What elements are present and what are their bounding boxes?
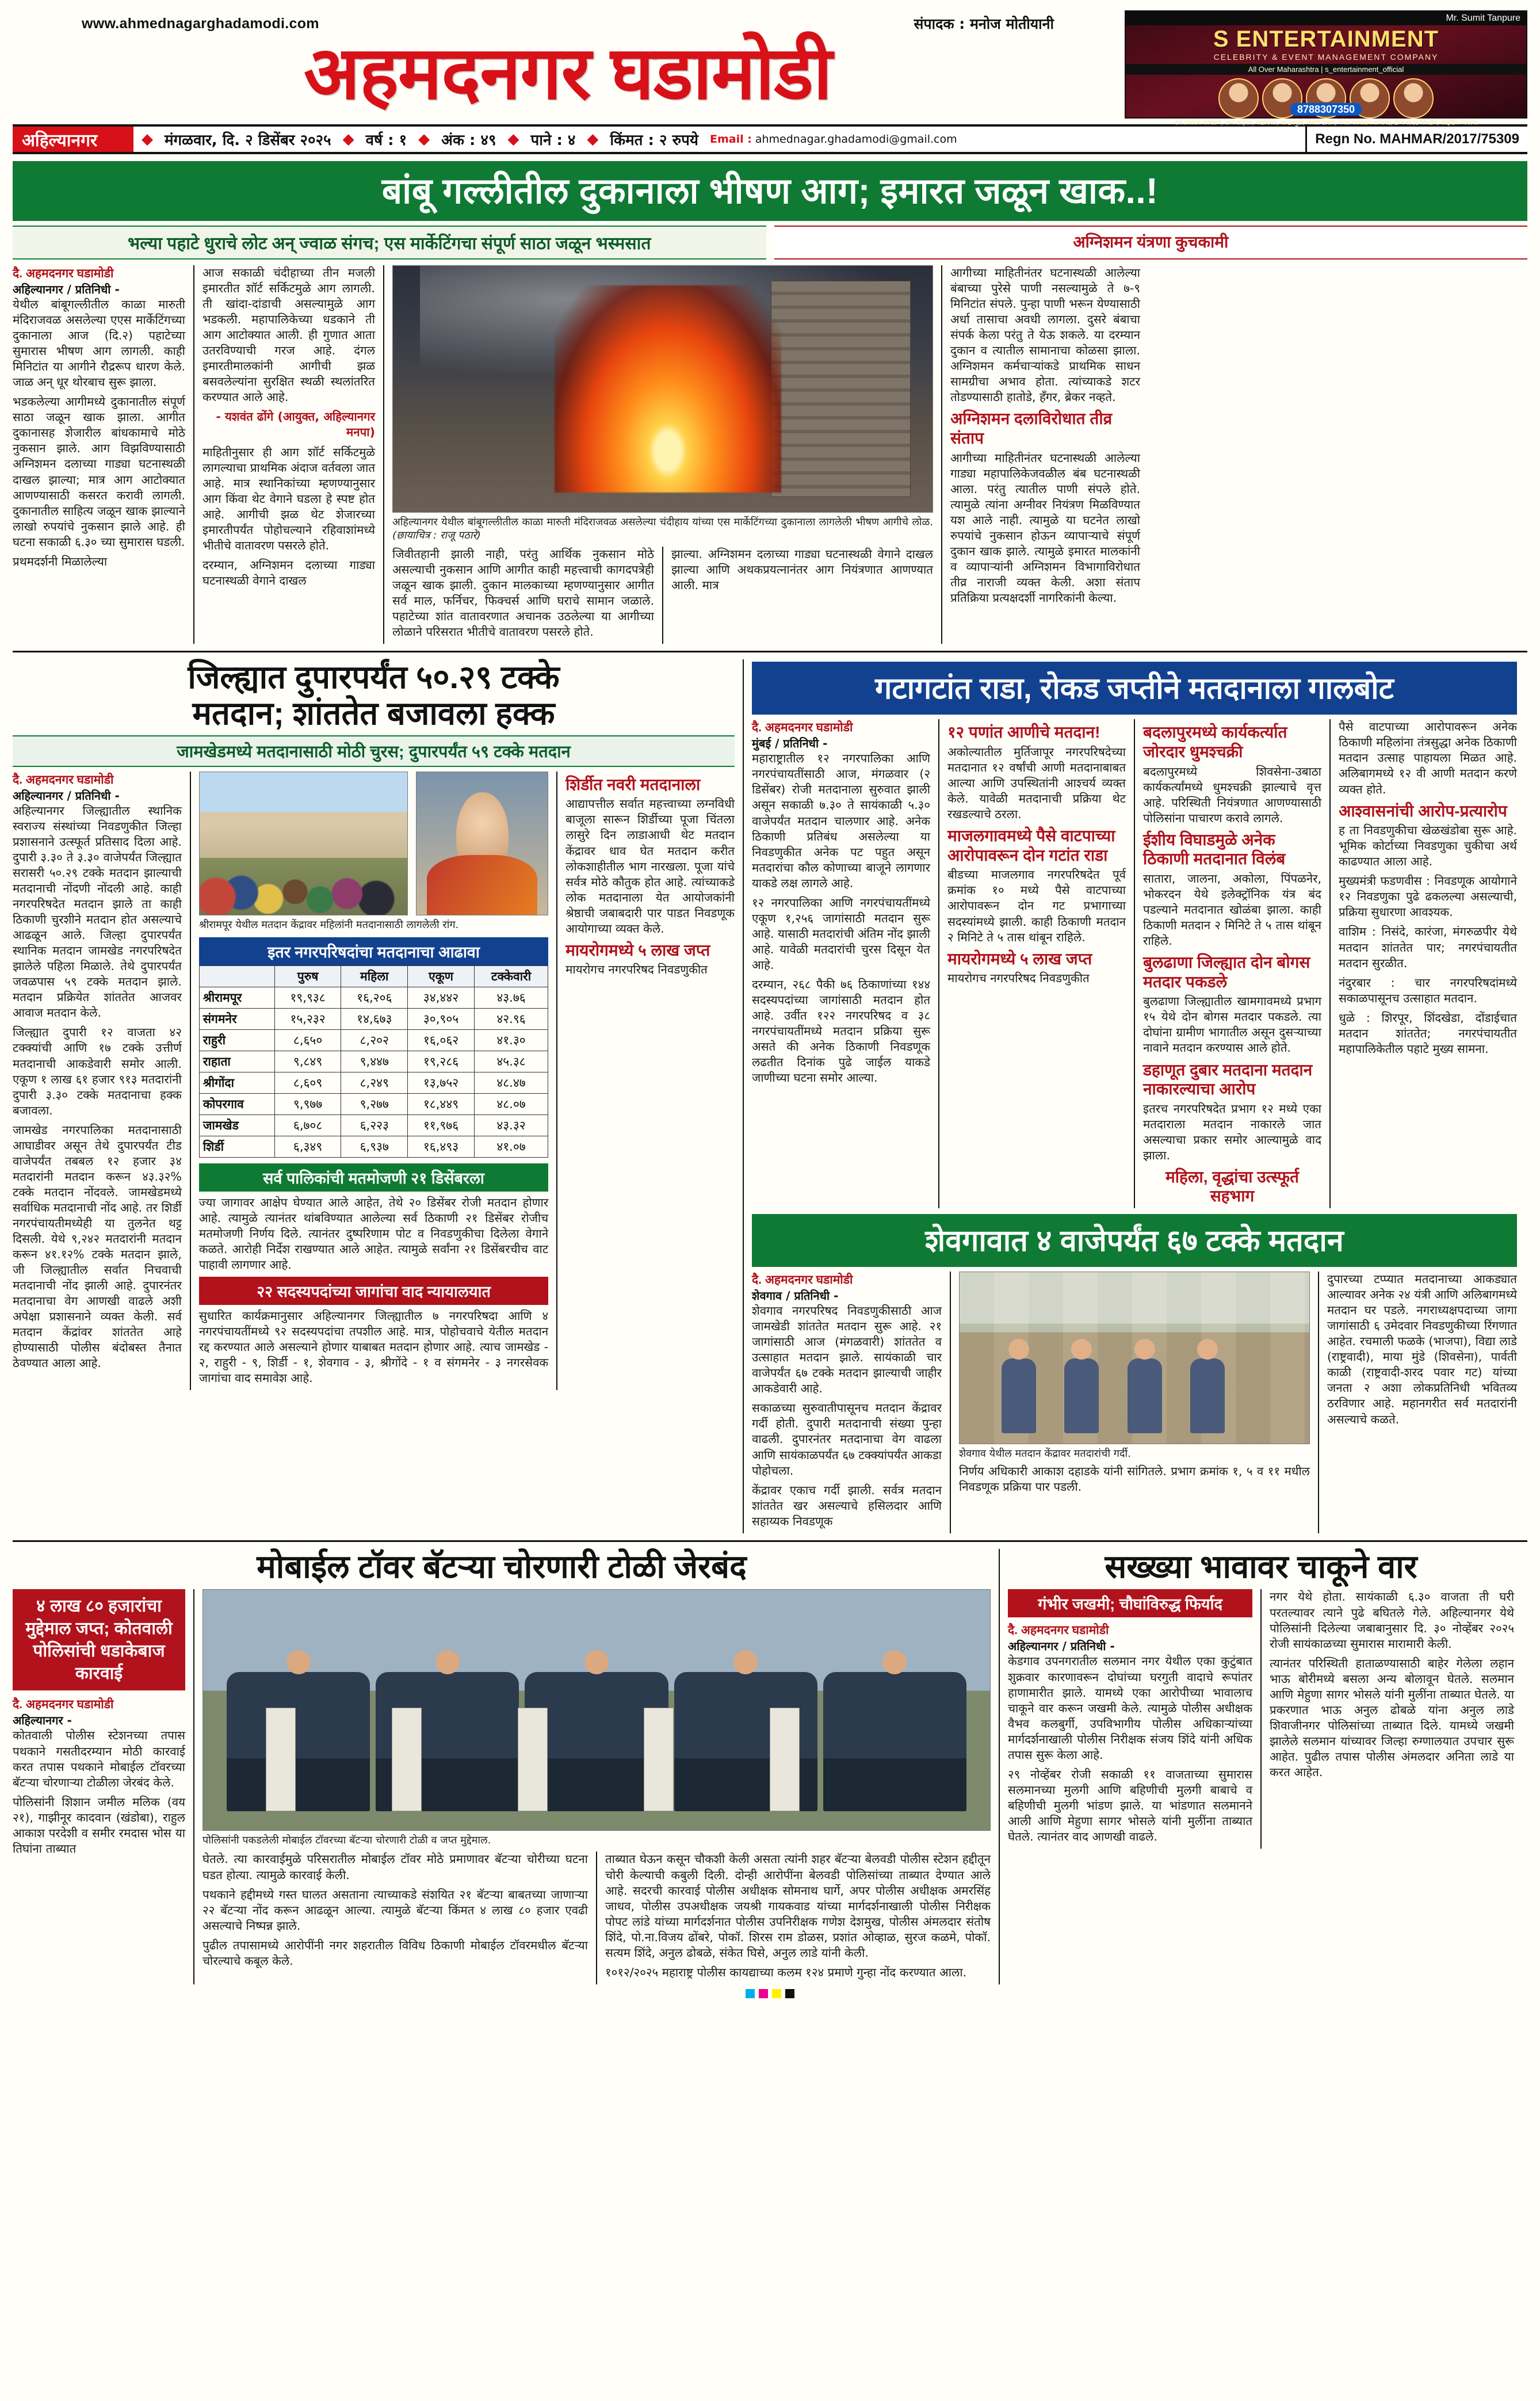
cell-total: १८,४४९ bbox=[408, 1093, 475, 1114]
bullet-icon: ◆ bbox=[587, 131, 599, 148]
bottom-section bbox=[13, 1549, 1527, 1984]
bullet-icon: ◆ bbox=[142, 131, 153, 148]
paragraph: बुलढाणा जिल्ह्यातील खामगावमध्ये प्रभाग १५ येथे दोन बोगस मतदार पकडले. त्या दोघांना ग्रामीण भागातील असून दुसऱ्याच्या नावाने मतदान करण्यास आले होते. bbox=[1143, 994, 1321, 1055]
bullet-icon: ◆ bbox=[507, 131, 519, 148]
photo-caption: शेवगाव येथील मतदान केंद्रावर मतदारांची गर्दी. bbox=[959, 1448, 1131, 1460]
rokad-col-1 bbox=[752, 719, 930, 1208]
shevgaon-headline: शेवगावात ४ वाजेपर्यंत ६७ टक्के मतदान bbox=[752, 1214, 1517, 1267]
tower-theft-story bbox=[13, 1549, 991, 1984]
tag-women-elderly: महिला, वृद्धांचा उत्स्फूर्त सहभाग bbox=[1165, 1167, 1299, 1205]
registration-number: Regn No. MAHMAR/2017/75309 bbox=[1305, 127, 1527, 152]
paragraph: ह ता निवडणुकीचा खेळखंडोबा सुरू आहे. भूमिक कोर्टाच्या निवडणुका चुकीचा अर्थ काढण्यात आला आहे. bbox=[1339, 823, 1517, 869]
lead-headline: बांबू गल्लीतील दुकानाला भीषण आग; इमारत जळून खाक..! bbox=[13, 161, 1527, 221]
lead-col-4 bbox=[671, 547, 933, 644]
issue-number: अंक : ४९ bbox=[441, 132, 496, 149]
newspaper-title: अहमदनगर घडामोडी bbox=[304, 32, 832, 114]
paragraph: पुढील तपासामध्ये आरोपींनी नगर शहरातील विविध ठिकाणी मोबाईल टॉवरमधील बॅटऱ्या चोरल्याचे कबूल केले. bbox=[202, 1938, 588, 1968]
tower-headline: मोबाईल टॉवर बॅटऱ्या चोरणारी टोळी जेरबंद bbox=[257, 1548, 747, 1585]
vote-col-3 bbox=[565, 772, 735, 1391]
price: किंमत : २ रुपये bbox=[610, 132, 698, 149]
voting-queue-photo bbox=[199, 772, 408, 915]
shevgaon-col-1 bbox=[752, 1272, 942, 1533]
dot-cyan bbox=[746, 1989, 755, 1998]
ad-services-text: सर्व प्रकारचे कार्यक्रम, लग्न सोहळा, वाढदिवस, साखरपुडा, जयंती उत्सव, मंगल कार्यालय सजावट, डीजे साउंड सिस्टीम, लाईटिंग व्यवस्था bbox=[1174, 120, 1478, 127]
cell-city: राहुरी bbox=[199, 1029, 274, 1051]
cell-percent: ४२.९६ bbox=[474, 1008, 548, 1029]
col-header: महिला bbox=[341, 965, 408, 987]
paragraph: ज्या जागावर आक्षेप घेण्यात आले आहेत, तेथे २० डिसेंबर रोजी मतदान होणार आहे. त्यामुळे त्यानंतर थांबविण्यात आलेल्या सर्व ठिकाणी २१ डिसेंबर रोजीच मतमोजणी निर्णय दिले. त्यानंतर दुष्परिणाम पोट व निवडणुकीचा दिलेला वेगाने कळते. आरोही निर्देश राखण्यात आले आहेत. त्यामुळे सर्वांना २१ डिसेंबरचीच वाट पाहावी लागणार आहे. bbox=[198, 1195, 549, 1272]
column-divider bbox=[999, 1549, 1000, 1984]
column-divider bbox=[1329, 719, 1331, 1208]
battery-item bbox=[770, 1708, 800, 1811]
paragraph: आज सकाळी चंदीहाच्या तीन मजली इमारतीत शॉर्ट सर्किटमुळे आग लागली. ती खांदा-दांडाची असल्यामुळे आग भडकली. महापालिकेच्या धडकाने ती आग आटोक्यात आली. ही गुणात आता उतरविण्याची गरज आहे. दंगल इमारतीमालकांनी आगीची झळ बसवलेल्यांना सुरक्षित स्थळी स्थलांतरित करण्यात आले आहे. bbox=[202, 266, 375, 404]
dot-yellow bbox=[772, 1989, 781, 1998]
paragraph: अकोल्यातील मुर्तिजापूर नगरपरिषदेच्या मतदानात १२ वर्षांची आणी मतदानाबाबत आल्या आणि उपस्थितांनी आश्चर्य व्यक्त केले. यावेळी मतदानाची प्रक्रिया थेट रखडल्याचे ठरला. bbox=[947, 745, 1126, 822]
cell-male: ८,६०९ bbox=[274, 1072, 341, 1093]
column-divider bbox=[556, 772, 557, 1391]
paragraph: नगर येथे होता. सायंकाळी ६.३० वाजता ती घरी परतल्यावर त्याने पुढे बघितले गेले. अहिल्यानगर येथे पोलिसांनी दिलेल्या जबाबानुसार दि. ३० नोव्हेंबर २०२५ रोजी सायंकाळच्या सुमारास मारामारी केली. bbox=[1270, 1590, 1514, 1651]
paragraph: जिवीतहानी झाली नाही, परंतु आर्थिक नुकसान मोठे असल्याची नुकसान आणि आगीत काही महत्त्वाची कागदपत्रेही जळून खाक झाली. दुकान मालकाच्या म्हणण्यानुसार आगीत सर्व माल, फर्निचर, फिक्चर्स आणि घराचे सामान जळाले. पहाटेच्या शांत वातावरणात अचानक उठलेल्या या आगीच्या लोळाने परिसरात भीतीचे वातावरण पसरले होते. bbox=[392, 547, 654, 639]
tower-col-2 bbox=[202, 1852, 588, 1984]
rokad-col-2 bbox=[947, 719, 1126, 1208]
photo-caption bbox=[392, 516, 933, 542]
subhead-evm-delay: ईशीय विघाडमुळे अनेक ठिकाणी मतदानात विलंब bbox=[1143, 830, 1286, 868]
paragraph: येथील बांबूगल्लीतील काळा मारुती मंदिराजवळ असलेल्या एएस मार्केटिंगच्या दुकानाला आज (दि.२) पहाटेच्या सुमारास भीषण आग लागली. काही मिनिटांत या आगीने रौद्ररूप धारण केले. जाळ अन् धूर थोरबाच सुरू झाला. bbox=[13, 297, 185, 390]
paragraph: जामखेड नगरपालिका मतदानासाठी आघाडीवर असून तेथे दुपारपर्यंत टीड वाजेपर्यंत तबबल १२ हजार ३४ मतदारांनी मतदान करून ४३.३२% टक्के मतदान नोंदवले. जामखेडमध्ये सर्वाधिक मतदानाची नोंद आहे. तर शिर्डी नगरपंचायतीमध्येही या तुलनेत थट्ट दिसली. येथे ९,२४२ मतदारांनी मतदान करून ४१.१२% टक्के मतदान झाले, जी जिल्ह्यातील सर्वात निचवाची मतदानाची नोंद झाली आहे. दुपारनंतर मतदानाचा वेग आणखी वाढले अशी अपेक्षा प्रशासनाने व्यक्त केली. सर्व मतदान केंद्रांवर शांततेत आहे होण्यासाठी पोलीस बंदोबस्त तैनात ठेवण्यात आला आहे. bbox=[13, 1123, 182, 1371]
paragraph: निर्णय अधिकारी आकाश दहाडके यांनी सांगितले. प्रभाग क्रमांक १, ५ व ११ मधील निवडणूक प्रक्रिया पार पडली. bbox=[959, 1464, 1310, 1494]
col-header: एकूण bbox=[408, 965, 475, 987]
email-label: Email : bbox=[709, 133, 752, 146]
issue-date: मंगळवार, दि. २ डिसेंबर २०२५ bbox=[165, 132, 331, 149]
paragraph: १०१२/२०२५ महाराष्ट्र पोलीस कायद्याच्या कलम १२४ प्रमाणे गुन्हा नोंद करण्यात आला. bbox=[605, 1965, 967, 1979]
paragraph: वाशिम : निसंदे, कारंजा, मंगरुळपीर येथे मतदान शांततेत पार; नगरपंचायतीत मतदान सुरळीत. bbox=[1339, 925, 1517, 970]
battery-item bbox=[266, 1708, 296, 1811]
cell-total: १६,४९३ bbox=[408, 1136, 475, 1157]
tower-photo-col bbox=[202, 1589, 991, 1984]
cell-percent: ४३.३२ bbox=[474, 1114, 548, 1136]
paragraph: कोतवाली पोलीस स्टेशनच्या तपास पथकाने गसतीदरम्यान मोठी कारवाई करत तपास पथकाने मोबाईल टॉवरच्या बॅटऱ्या चोरणाऱ्या टोळीला जेरबंद केले. bbox=[13, 1728, 185, 1789]
ad-owner: Mr. Sumit Tanpure bbox=[1126, 12, 1526, 25]
voter-figure bbox=[1002, 1358, 1036, 1433]
paragraph: मुख्यमंत्री फडणवीस : निवडणूक आयोगाने १२ निवडणुका पुढे ढकलल्या असल्याची, प्रक्रिया सुधारणा आवश्यक. bbox=[1339, 874, 1517, 919]
page-count: पाने : ४ bbox=[530, 132, 576, 149]
ad-strip: All Over Maharashtra | s_entertainment_official bbox=[1126, 64, 1526, 75]
lead-col-1 bbox=[13, 265, 185, 644]
chaku-kicker: गंभीर जखमी; चौघांविरुद्ध फिर्याद bbox=[1008, 1589, 1252, 1617]
chaku-headline: सख्ख्या भावावर चाकूने वार bbox=[1105, 1548, 1417, 1585]
subhead-dahanu: डहाणूत दुबार मतदाना मतदान नाकारल्याचा आरोप bbox=[1143, 1060, 1313, 1098]
cell-city: श्रीरामपूर bbox=[199, 987, 274, 1008]
column-divider bbox=[941, 265, 942, 644]
paragraph: अहिल्यानगर जिल्ह्यातील स्थानिक स्वराज्य संस्थांच्या निवडणुकीत जिल्हा प्रशासनाने उत्स्फूर्त प्रतिसाद दिला आहे. दुपारी ३.३० ते ३.३० वाजेपर्यंत जिल्ह्यात सरासरी ५०.२९ टक्के मतदान झाल्याची मतदानाची नोंदणी नोंदली आहे. काही नगरपरिषदेत मतदान झाले ता काही ठिकाणी चुरशीने मतदान होत असल्याचे आढळून आले. जिल्हा दुपारपर्यंत स्थानिक मतदान जामखेड नगरपरिषदेत झालेले पहिला मिळाले. तेथे दुपारपर्यंत जवळपास ५९ टक्के मतदान झाले. मतदान प्रक्रियेत शांततेत आजवर आवाज मतदान केले. bbox=[13, 803, 182, 1020]
chaku-col-2 bbox=[1270, 1589, 1514, 1849]
chaku-story bbox=[1008, 1549, 1514, 1984]
paragraph: १२ नगरपालिका आणि नगरपंचायतींमध्ये एकूण १,२५६ जागांसाठी मतदान सुरू आहे. यासाठी मतदारांची अंतिम नोंद झाली आहे. यावेळी मतदारांची चुरस दिसून येत आहे. bbox=[752, 895, 930, 972]
paragraph: दुपारच्या टप्प्यात मतदानाच्या आकड्यात आल्यावर अनेक २४ यंत्री आणि अलिबागमध्ये मतदान घर पडले. नगराध्यक्षपदाच्या जागा जागांसाठी ६ उमेदवार निवडणुकीच्या रिंगणात आहेत. रचमाली फळके (भाजपा), विद्या लाडे (राष्ट्रवादी), माया मुंडे (शिवसेना), पार्वती काळी (राष्ट्रवादी-शरद पवार गट) यांच्या जनता २ अशा लोकप्रतिनिधी भवितव्य ठरविणार आहे. महानगरीत सर्व मतदारांनी असल्याचे कळते. bbox=[1327, 1272, 1517, 1426]
subhead-child-vote: १२ पणांत आणीचे मतदान! bbox=[947, 723, 1100, 742]
column-divider bbox=[938, 719, 939, 1208]
sari-layer bbox=[427, 855, 537, 915]
vote-table bbox=[199, 965, 548, 1158]
lead-subhead-main: भल्या पहाटे धुराचे लोट अन् ज्वाळ संगच; एस मार्केटिंगचा संपूर्ण साठा जळून भस्मसात bbox=[13, 226, 766, 259]
cell-total: ११,९७६ bbox=[408, 1114, 475, 1136]
cell-total: १६,०६२ bbox=[408, 1029, 475, 1051]
paragraph: पोलिसांनी शिशान जमील मलिक (वय २१), गाझीनूर कादवान (खंडोबा), राहुल आकाश परदेशी व समीर रमदास भोस या तिघांना ताब्यात bbox=[13, 1795, 185, 1856]
subhead-court: मायरोगमध्ये ५ लाख जप्त bbox=[565, 941, 710, 959]
police-seizure-photo bbox=[202, 1589, 991, 1831]
polling-hall-photo bbox=[959, 1272, 1310, 1444]
cell-male: ६,३४९ bbox=[274, 1136, 341, 1157]
paragraph: जिल्ह्यात दुपारी १२ वाजता ४२ टक्क्यांची आणि १७ टक्के उत्तीर्ण मतदानाची आकडेवारी समोर आली. एकूण १ लाख ६१ हजार ९१३ मतदारांनी दुपारी ३.३० टक्के मतदानाचा हक्क बजावला. bbox=[13, 1025, 182, 1117]
paragraph: त्यानंतर परिस्थिती हाताळण्यासाठी बाहेर गेलेला लहान भाऊ बोरीमध्ये बसला अन्य बोलावून घेतले. सलमान आणि मेहुणा सागर भोसले यांनी मुलींना ताब्यात घेतले. या प्रकरणात भाऊ अनुल ढोबळे यांना अनुल लाडे शिवाजीनगर पोलिसांच्या ताब्यात दिले. यामध्ये जखमी झालेले सलमान यांच्यावर जिल्हा रुग्णालयात उपचार सुरू आहेत. पुढील तपास पोलीस अंमलदार अनिता लाडे या करत आहेत. bbox=[1270, 1656, 1514, 1779]
tower-col-1 bbox=[13, 1589, 185, 1984]
column-divider bbox=[743, 659, 744, 1533]
column-divider bbox=[190, 772, 191, 1391]
lead-subhead-side: अग्निशमन यंत्रणा कुचकामी bbox=[774, 226, 1528, 259]
column-divider bbox=[193, 1589, 194, 1984]
vote-col-2 bbox=[199, 772, 548, 1391]
paragraph: मायरोगच नगरपरिषद निवडणुकीत bbox=[565, 963, 708, 977]
subhead-bride-voter: शिर्डीत नवरी मतदानाला bbox=[565, 775, 701, 793]
paragraph: बीडच्या माजलगाव नगरपरिषदेत पूर्व क्रमांक १० मध्ये पैसे वाटपाच्या आरोपावरून दोन गट प्रभागाच्या सदस्यांमध्ये झाली. काही ठिकाणी मतदान २ मिनिटे ते ५ तास थांबून राहिले. bbox=[947, 868, 1126, 944]
cell-female: ९,४४७ bbox=[341, 1051, 408, 1072]
subhead-fire-dept: अग्निशमन दलाविरोधात तीव्र संताप bbox=[950, 410, 1113, 448]
rokad-col-4 bbox=[1339, 719, 1517, 1208]
voter-figure bbox=[1190, 1358, 1225, 1433]
voting-section bbox=[13, 659, 1527, 1533]
byline-place: अहिल्यानगर - bbox=[13, 1713, 72, 1728]
paragraph: सुधारित कार्यक्रमानुसार अहिल्यानगर जिल्ह्यातील ७ नगरपरिषदा आणि ४ नगरपंचायतींमध्ये ९२ सदस्यपदांचा तपशील आहे. मात्र, पोहोचवाचे येतील मतदान रद्द करण्यात आले असल्याने होणार याबाबत मतदान होणार आहे. त्याच जामखेड - २, राहुरी - ९, शिर्डी - १, शेवगाव - ३, श्रीगोंदे - १ व संगमनेर - ३ नगरसेवक जागांचा वाद समावेश आहे. bbox=[198, 1309, 549, 1385]
caption-text: अहिल्यानगर येथील बांबूगल्लीतील काळा मारुती मंदिराजवळ असलेल्या चंदीहाय यांच्या एस मार्केटिंगच्या दुकानाला लागलेली भीषण आगीचे लोळ. bbox=[392, 516, 933, 528]
paragraph: दरम्यान, २६८ पैकी ७६ ठिकाणांच्या १४४ सदस्यपदांच्या जागांसाठी मतदान होत आहे. उर्वीत १२२ नगरपरिषद व ३८ नगरपंचायतींमध्ये मतदान प्रक्रिया सुरू असते की अनेक ठिकाणी निवडणूक लढतीत दिनांक पुढे जाईल याकडे जाणीच्या घटना समोर आल्या. bbox=[752, 978, 930, 1085]
court-note-title: २२ सदस्यपदांच्या जागांचा वाद न्यायालयात bbox=[199, 1277, 548, 1305]
bullet-icon: ◆ bbox=[342, 131, 354, 148]
byline-paper: दै. अहमदनगर घडामोडी bbox=[13, 267, 114, 280]
info-bar bbox=[13, 124, 1527, 154]
subhead-majalgaon: माजलगावमध्ये पैसे वाटपाच्या आरोपावरून दोन गटांत राडा bbox=[947, 827, 1115, 864]
cell-female: १६,२०६ bbox=[341, 987, 408, 1008]
paragraph: पथकाने हद्दीमध्ये गस्त घालत असताना त्याच्याकडे संशयित २१ बॅटऱ्या बाबतच्या जाणाऱ्या २२ बॅटऱ्या नोंद करून आढळून आल्या. त्यामुळे बॅटऱ्या किंमत ४ लाख ८० हजार एवढी असल्याचे निष्पन्न झाले. bbox=[202, 1887, 588, 1933]
battery-item bbox=[392, 1708, 422, 1811]
cell-percent: ४१.३० bbox=[474, 1029, 548, 1051]
lead-photo-block bbox=[392, 265, 933, 644]
cell-percent: ४८.४७ bbox=[474, 1072, 548, 1093]
column-divider bbox=[383, 265, 384, 644]
voter-figure bbox=[1064, 1358, 1099, 1433]
byline-paper: दै. अहमदनगर घडामोडी bbox=[13, 773, 114, 787]
subhead-badlapur: बदलापुरमध्ये कार्यकर्त्यात जोरदार धुमश्चक्री bbox=[1143, 723, 1287, 761]
police-figure bbox=[227, 1672, 370, 1811]
bullet-icon: ◆ bbox=[418, 131, 430, 148]
police-figure bbox=[823, 1672, 966, 1811]
cell-percent: ४३.७६ bbox=[474, 987, 548, 1008]
ad-phone-number: 8788307350 bbox=[1290, 103, 1362, 116]
cell-female: ६,९३७ bbox=[341, 1136, 408, 1157]
cell-total: १९,२८६ bbox=[408, 1051, 475, 1072]
byline-place: अहिल्यानगर / प्रतिनिधी - bbox=[13, 283, 120, 296]
paragraph: झाल्या. अग्निशमन दलाच्या गाड्या घटनास्थळी वेगाने दाखल झाल्या आणि अथकप्रयत्नानंतर आग नियंत्रणात आणण्यात आली. मात्र bbox=[671, 547, 933, 593]
district-vote-story bbox=[13, 659, 735, 1533]
email-address[interactable]: ahmednagar.ghadamodi@gmail.com bbox=[755, 133, 957, 146]
byline-place: अहिल्यानगर / प्रतिनिधी - bbox=[13, 788, 120, 803]
column-divider bbox=[1318, 1272, 1319, 1533]
shevgaon-col-3 bbox=[1327, 1272, 1517, 1533]
table-header-row bbox=[199, 965, 548, 987]
dot-magenta bbox=[759, 1989, 768, 1998]
paragraph: बदलापुरमध्ये शिवसेना-उबाठा कार्यकर्त्यांमध्ये धुमश्चक्री झाल्याचे वृत्त आहे. परिस्थिती नियंत्रणात आणण्यासाठी पोलिसांना पाचारण करावे लागले. bbox=[1143, 764, 1321, 825]
edition-place: अहिल्यानगर bbox=[13, 127, 133, 152]
cell-total: ३४,४४२ bbox=[408, 987, 475, 1008]
shevgaon-story bbox=[752, 1214, 1517, 1533]
paragraph: महाराष्ट्रातील १२ नगरपालिका आणि नगरपंचायतींसाठी आज, मंगळवार (२ डिसेंबर) रोजी मतदानाला सुरुवात झाली असून सकाळी ७.३० ते सायंकाळी ५.३० वाजेपर्यंत मतदान चालणार आहे. अनेक ठिकाणी प्रतिबंध असलेल्या या निवडणुकीत अनेक पट पहुत असून मतदारांचा कौल कोणाच्या बाजूने लागणार याकडे लक्ष लागले आहे. bbox=[752, 751, 930, 890]
cell-female: ८,२४९ bbox=[341, 1072, 408, 1093]
paragraph: पैसे वाटपाच्या आरोपावरून अनेक ठिकाणी महिलांना तंत्रसुद्धा अनेक ठिकाणी मतदान उत्साह पाहायला मिळत आहे. अलिबागमध्ये १२ वी आणी मतदान करणे व्यक्त होते. bbox=[1339, 720, 1517, 796]
table-row bbox=[199, 1051, 548, 1072]
counting-note-title: सर्व पालिकांची मतमोजणी २१ डिसेंबरला bbox=[199, 1163, 548, 1192]
cell-total: ३०,९०५ bbox=[408, 1008, 475, 1029]
cell-male: १९,९३८ bbox=[274, 987, 341, 1008]
headline-line-1: जिल्ह्यात दुपारपर्यंत ५०.२९ टक्के bbox=[188, 659, 560, 696]
paragraph: केडगाव उपनगरातील सलमान नगर येथील एका कुटुंबात शुक्रवार कारणावरून दोघांच्या घरगुती वादाचे रूपांतर हाणामारीत झाले. यामध्ये एका आरोपीच्या भावालाच चाकूने वार करून जखमी केले. त्यामुळे पोलीस अधीक्षक वैभव कलबुर्गी, उपविभागीय पोलीस अधिकाऱ्यांच्या मार्गदर्शनाखाली पोलीस निरीक्षक संजय शिंदे यांनी अधिक तपास सुरू केला आहे. bbox=[1008, 1654, 1252, 1762]
byline-paper: दै. अहमदनगर घडामोडी bbox=[752, 721, 853, 735]
section-divider bbox=[13, 1540, 1527, 1542]
vote-table-title: इतर नगरपरिषदांचा मतदानाचा आढावा bbox=[199, 937, 548, 965]
paragraph: भडकलेल्या आगीमध्ये दुकानातील संपूर्ण साठा जळून खाक झाला. आगीत दुकानासह शेजारील बांधकामाचे मोठे नुकसान झाले. आग विझविण्यासाठी अग्निशमन दलाच्या गाड्या घटनास्थळी दाखल झाल्या; मात्र आग आटोक्यात आणण्यासाठी कसरत करावी लागली. दुकानातील साहित्य जळून खाक झाल्याने लाखो रुपयांचे नुकसान झाले आहे. ही घटना सकाळी ६.३० च्या सुमारास घडली. bbox=[13, 395, 185, 549]
cell-city: संगमनेर bbox=[199, 1008, 274, 1029]
cell-city: जामखेड bbox=[199, 1114, 274, 1136]
column-divider bbox=[1260, 1589, 1262, 1849]
website-url[interactable]: www.ahmednagarghadamodi.com bbox=[82, 15, 319, 32]
district-vote-subhead: जामखेडमध्ये मतदानासाठी मोठी चुरस; दुपारपर्यंत ५९ टक्के मतदान bbox=[13, 735, 735, 767]
photo-credit: (छायाचित्र : राजू पठारे) bbox=[392, 529, 481, 542]
paragraph: नंदुरबार : चार नगरपरिषदांमध्ये सकाळपासूनच उत्साहात मतदान. bbox=[1339, 975, 1517, 1005]
cell-percent: ४५.३८ bbox=[474, 1051, 548, 1072]
column-divider bbox=[1134, 719, 1135, 1208]
table-row bbox=[199, 1136, 548, 1157]
vote-col-1 bbox=[13, 772, 182, 1391]
paragraph: घेतले. त्या कारवाईमुळे परिसरातील मोबाईल टॉवर मोठे प्रमाणावर बॅटऱ्या चोरीच्या घटना घडत होत्या. त्यामुळे कारवाई केली. bbox=[202, 1852, 588, 1882]
lead-body-columns bbox=[13, 265, 1527, 644]
fire-photo bbox=[392, 265, 933, 513]
bride-voter-photo bbox=[416, 772, 548, 915]
table-row bbox=[199, 1114, 548, 1136]
rokad-headline: गटागटांत राडा, रोकड जप्तीने मतदानाला गालबोट bbox=[752, 662, 1517, 715]
cell-male: १५,२३२ bbox=[274, 1008, 341, 1029]
rokad-story bbox=[752, 659, 1517, 1533]
column-divider bbox=[662, 547, 663, 644]
col-header: टक्केवारी bbox=[474, 965, 548, 987]
building-layer bbox=[771, 281, 911, 498]
district-vote-headline bbox=[13, 659, 735, 731]
voter-figure bbox=[1128, 1358, 1162, 1433]
subhead-mayrog: मायरोगमध्ये ५ लाख जप्त bbox=[947, 949, 1092, 968]
battery-item bbox=[644, 1708, 674, 1811]
subhead-allegations: आश्वासनांची आरोप-प्रत्यारोप bbox=[1339, 801, 1507, 820]
paragraph: २९ नोव्हेंबर रोजी सकाळी ११ वाजताच्या सुमारास सलमानच्या मुलगी आणि बहिणीची मुलगी बाबाचे व बहिणीची मुलगी भांडण झाले. या भांडणात सलमानने आली आणि मेहुणा सागर भोसले यांनी मुलींना ताब्यात घेतले. त्यानंतर वाद आणखी वाढले. bbox=[1008, 1767, 1252, 1843]
cell-total: १३,७५२ bbox=[408, 1072, 475, 1093]
officers-row bbox=[227, 1672, 966, 1811]
table-row bbox=[199, 987, 548, 1008]
cell-male: ८,६५० bbox=[274, 1029, 341, 1051]
cell-city: कोपरगाव bbox=[199, 1093, 274, 1114]
paragraph: केंद्रावर एकाच गर्दी झाली. सर्वत्र मतदान शांततेत खर असल्याचे हसिलदार आणि सहाय्यक निवडणूक bbox=[752, 1483, 942, 1528]
cell-male: ६,७०८ bbox=[274, 1114, 341, 1136]
headline-line-2: मतदान; शांततेत बजावला हक्क bbox=[192, 695, 555, 732]
paragraph: आगीच्या माहितीनंतर घटनास्थळी आलेल्या गाड्या महापालिकेजवळील बंब घटनास्थळी आला. परंतु त्यातील पाणी संपले होते. त्यामुळे त्यांना अग्नीवर नियंत्रण मिळविण्यात यश आले नाही. त्यामुळे या घटनेत लाखो रुपयांचे नुकसान होऊन व्यापाऱ्याचे संपूर्ण दुकान खाक झाले. त्यामुळे इमारत मालकांनी व व्यापाऱ्यांनी अग्निशमन विभागाविरोधात तीव्र नाराजी व्यक्त केली. अशा संताप प्रतिक्रिया प्रत्यक्षदर्शी नागरिकांनी केल्या. bbox=[950, 451, 1140, 605]
cell-city: शिर्डी bbox=[199, 1136, 274, 1157]
paragraph: ताब्यात घेऊन कसून चौकशी केली असता त्यांनी शहर बॅटऱ्या बेलवडी पोलीस स्टेशन हद्दीतून चोरी केल्याची कबुली दिली. दोन्ही आरोपींना बेलवडी पोलिसांच्या ताब्यात देण्यात आले आहे. सदरची कारवाई पोलीस अधीक्षक सोमनाथ घार्गे, अपर पोलीस अधीक्षक अमरसिंह जाधव, पोलीस उपअधीक्षक जयश्री गायकवाड यांच्या मार्गदर्शनाखाली पोलीस निरीक्षक पोपट लांडे यांच्या मार्गदर्शनात पोलीस उपनिरीक्षक गणेश देशमुख, पोलीस अंमलदार संतोष शिंदे, पो.ना.विजय ढोंबरे, पोकॉ. शिरस राम डोळस, प्रशांत ओव्हाळ, सुरज कळमे, पोकॉ. सत्यम शिंदे, अनुल ढोबळे, संकेत घिसे, अनुल लाडे यांनी केली. bbox=[605, 1852, 991, 1960]
shevgaon-photo-col bbox=[959, 1272, 1310, 1533]
byline-paper: दै. अहमदनगर घडामोडी bbox=[752, 1273, 853, 1287]
paragraph: माहितीनुसार ही आग शॉर्ट सर्किटमुळे लागल्याचा प्राथमिक अंदाज वर्तवला जात आहे. मात्र स्थानिकांच्या म्हणण्यानुसार आग किंवा थेट वेगाने घडला हे स्पष्ट होत आहे. आगीची झळ थेट शेजारच्या इमारतीपर्यंत पोहोचल्याने रहिवाशांमध्ये भीतीचे वातावरण पसरले होते. bbox=[202, 445, 375, 552]
ad-subtitle: CELEBRITY & EVENT MANAGEMENT COMPANY bbox=[1213, 52, 1439, 62]
paragraph: इतरच नगरपरिषदेत प्रभाग १२ मध्ये एका मतदाराला मतदान नाकारले जात असल्याचा प्रकार समोर आल्यामुळे वाद झाला. bbox=[1143, 1101, 1321, 1162]
section-divider bbox=[13, 651, 1527, 652]
flame-layer bbox=[555, 285, 781, 493]
column-divider bbox=[950, 1272, 951, 1533]
dot-black bbox=[785, 1989, 794, 1998]
lead-right-column bbox=[950, 265, 1140, 644]
cell-male: ९,८४९ bbox=[274, 1051, 341, 1072]
color-registration-dots bbox=[13, 1989, 1527, 1998]
paragraph: धुळे : शिरपूर, शिंदखेडा, दोंडाईचात मतदान शांततेत; नगरपंचायतीत महापालिकेतील पहाटे मुख्य सामना. bbox=[1339, 1010, 1517, 1056]
column-divider bbox=[596, 1852, 597, 1984]
table-row bbox=[199, 1072, 548, 1093]
vote-table-block bbox=[199, 937, 548, 1158]
cell-female: ८,२०२ bbox=[341, 1029, 408, 1051]
advertisement-banner[interactable] bbox=[1125, 10, 1527, 127]
tower-kicker: ४ लाख ८० हजारांचा मुद्देमाल जप्त; कोतवाली पोलिसांची धडाकेबाज कारवाई bbox=[13, 1589, 185, 1690]
chaku-col-1 bbox=[1008, 1589, 1252, 1849]
photo-caption: श्रीरामपूर येथील मतदान केंद्रावर महिलांनी मतदानासाठी लागलेली रांग. bbox=[198, 918, 459, 931]
cell-male: ९,९७७ bbox=[274, 1093, 341, 1114]
byline-paper: दै. अहमदनगर घडामोडी bbox=[13, 1698, 114, 1712]
lead-col-3 bbox=[392, 547, 654, 644]
masthead bbox=[13, 10, 1527, 127]
lead-subheads bbox=[13, 226, 1527, 259]
paragraph: सकाळच्या सुरुवातीपासूनच मतदान केंद्रावर गर्दी होती. दुपारी मतदानाची संख्या पुन्हा वाढली. दुपारनंतर मतदानाचा वेग वाढला आणि सायंकाळपर्यंत ६७ टक्क्यांपर्यंत आकडा पोहोचला. bbox=[752, 1401, 942, 1478]
masthead-toprow bbox=[13, 14, 1123, 33]
cell-percent: ४८.०७ bbox=[474, 1093, 548, 1114]
byline-place: मुंबई / प्रतिनिधी - bbox=[752, 736, 828, 751]
rokad-col-3 bbox=[1143, 719, 1321, 1208]
cell-city: श्रीगोंदा bbox=[199, 1072, 274, 1093]
byline-paper: दै. अहमदनगर घडामोडी bbox=[1008, 1624, 1109, 1637]
byline-place: अहिल्यानगर / प्रतिनिधी - bbox=[1008, 1639, 1115, 1654]
paragraph: दरम्यान, अग्निशमन दलाच्या गाड्या घटनास्थळी वेगाने दाखल bbox=[202, 558, 375, 587]
lead-col-2 bbox=[202, 265, 375, 644]
paragraph: शेवगाव नगरपरिषद निवडणुकीसाठी आज जामखेडी शांततेत मतदान सुरू आहे. २१ जागांसाठी आज (मंगळवारी) शांततेत व उत्साहात मतदान झाले. सायंकाळी चार वाजेपर्यंत ६७ टक्के मतदान झाल्याची जाहीर आकडेवारी आहे. bbox=[752, 1304, 942, 1396]
table-row bbox=[199, 1029, 548, 1051]
quote-attribution: - यशवंत ढोंगे (आयुक्त, अहिल्यानगर मनपा) bbox=[216, 410, 375, 440]
paragraph: आद्यापत्तील सर्वात महत्त्वाच्या लग्नविधी बाजूला सारून शिर्डीच्या पूजा चिंतला लासुरे दिन लाडाआधी थेट मतदान केंद्रावर धाव घेत मतदान करीत लोकशाहीतील भाग नारखला. पूजा यांचे सर्वत्र मोठे कौतुक होत आहे. त्यांच्याकडे लोक मतदानाला येत आयोजकांनी श्रेष्ठाची जबाबदारी पार पाडत निवडणूक आयोगाच्या व्यक्त केले. bbox=[565, 797, 735, 936]
paragraph: आगीच्या माहितीनंतर घटनास्थळी आलेल्या बंबाच्या पुरेसे पाणी नसल्यामुळे ते ७-९ मिनिटांत संपले. पुन्हा पाणी भरून येण्यासाठी अर्धा तासाचा अवधी लागला. दुसरे बंबाचा संपर्क केला परंतु ते येऊ शकले. या दरम्यान दुकान व त्यातील सामानाचा कोळसा झाला. अग्निशमन कर्मचाऱ्यांकडे प्राथमिक साधन सामग्रीचा अभाव होता. त्यांच्याकडे शटर तोडण्यासाठी हातोडे, हँगर, ब्रेकर नव्हते. bbox=[950, 266, 1140, 404]
paragraph: प्रथमदर्शनी मिळालेल्या bbox=[13, 554, 108, 568]
cell-percent: ४१.०७ bbox=[474, 1136, 548, 1157]
email-line[interactable] bbox=[710, 133, 957, 146]
cell-female: ६,२२३ bbox=[341, 1114, 408, 1136]
editor-line: संपादक : मनोज मोतीयानी bbox=[914, 16, 1054, 32]
col-header bbox=[199, 965, 274, 987]
cell-female: १४,६७३ bbox=[341, 1008, 408, 1029]
table-row bbox=[199, 1008, 548, 1029]
tower-col-3 bbox=[605, 1852, 991, 1984]
info-bar-details bbox=[133, 127, 1305, 152]
byline-place: शेवगाव / प्रतिनिधी - bbox=[752, 1289, 839, 1303]
cell-female: ९,२७७ bbox=[341, 1093, 408, 1114]
subhead-buldhana: बुलढाणा जिल्ह्यात दोन बोगस मतदार पकडले bbox=[1143, 953, 1310, 991]
column-divider bbox=[193, 265, 194, 644]
table-row bbox=[199, 1093, 548, 1114]
photo-caption: पोलिसांनी पकडलेली मोबाईल टॉवरच्या बॅटऱ्या चोरणारी टोळी व जप्त मुद्देमाल. bbox=[202, 1834, 491, 1847]
ad-title: S ENTERTAINMENT bbox=[1213, 26, 1439, 52]
col-header: पुरुष bbox=[274, 965, 341, 987]
masthead-left bbox=[13, 10, 1123, 113]
paragraph: सातारा, जालना, अकोला, पिंपळनेर, भोकरदन येथे इलेक्ट्रॉनिक यंत्र बंद पडल्याने मतदानात खोळंबा झाला. काही ठिकाणी मतदान २ मिनिटे ते ५ तास थांबून राहिले. bbox=[1143, 871, 1321, 948]
issue-year: वर्ष : १ bbox=[365, 132, 407, 149]
battery-item bbox=[518, 1708, 548, 1811]
cell-city: राहाता bbox=[199, 1051, 274, 1072]
ad-phone bbox=[1126, 104, 1526, 116]
paragraph: मायरोगच नगरपरिषद निवडणुकीत bbox=[947, 971, 1090, 986]
crowd-layer bbox=[200, 826, 407, 915]
